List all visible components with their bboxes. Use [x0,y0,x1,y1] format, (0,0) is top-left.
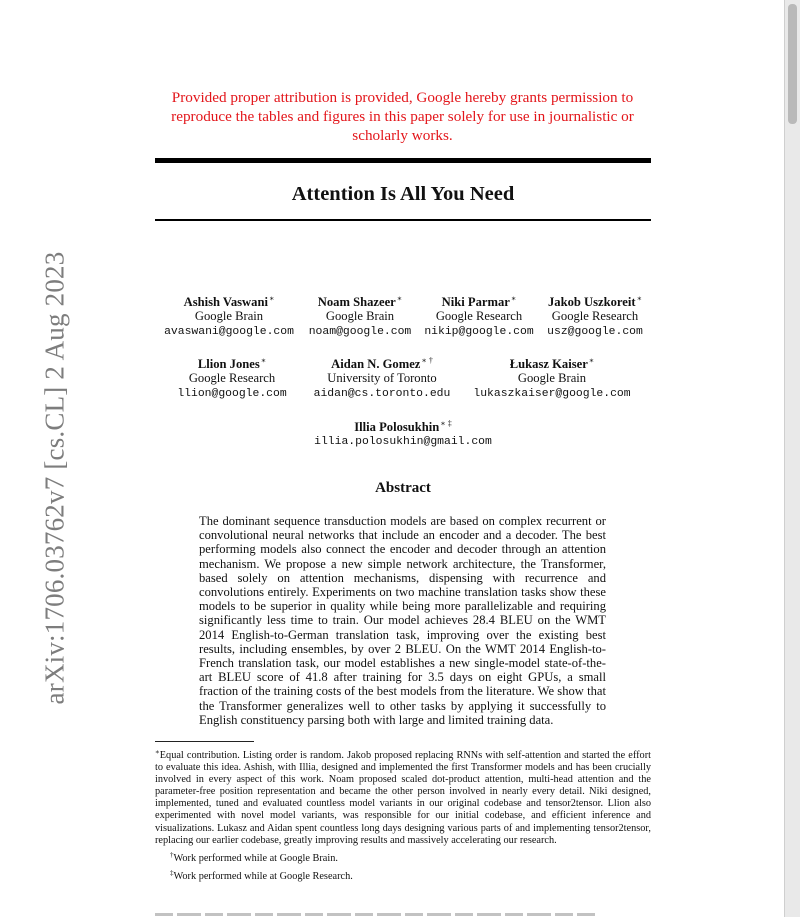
author-mark: ∗ [636,294,643,303]
author-mark: ∗ [260,356,267,365]
author-email: usz@google.com [547,325,643,338]
author-email: lukaszkaiser@google.com [473,387,631,400]
scrollbar-thumb[interactable] [788,4,797,124]
abstract-body: The dominant sequence transduction models are based on complex recurrent or convolutional neural networks that include an encoder and a decoder. The best performing models also connect the encoder and decoder through an attention mechanism. We propose a new simple network architecture, the Transformer, based solely on attention mechanisms, dispensing with recurrence and convolutions entirely. Experiments on two machine translation tasks show these models to be superior in quality while being more parallelizable and requiring significantly less time to train. Our model achieves 28.4 BLEU on the WMT 2014 English-to-German translation task, improving over the existing best results, including ensembles, by over 2 BLEU. On the WMT 2014 English-to-French translation task, our model establishes a new single-model state-of-the-art BLEU score of 41.8 after training for 3.5 days on eight GPUs, a small fraction of the training costs of the best models from the literature. We show that the Transformer generalizes well to other tasks by applying it successfully to English constituency parsing both with large and limited training data. [199,514,606,727]
footnote-rule [155,741,254,742]
author-block [314,354,451,401]
title-bottom-rule [155,219,651,221]
author-affiliation: Google Brain [325,309,395,324]
author-email: nikip@google.com [424,325,534,338]
paper-title: Attention Is All You Need [291,183,515,205]
author-mark: ∗ † [421,356,433,365]
abstract-heading: Abstract [375,480,431,496]
author-name: Illia Polosukhin∗ ‡ [354,419,452,434]
footnote-google-research: ‡Work performed while at Google Research. [170,868,353,882]
author-block [177,354,286,401]
author-block [309,292,412,339]
author-affiliation: Google Brain [194,309,264,324]
author-mark: ∗ ‡ [440,419,452,428]
author-name: Łukasz Kaiser∗ [509,356,595,371]
author-mark: ∗ [396,294,403,303]
author-block [424,292,533,339]
author-name: Ashish Vaswani∗ [183,294,275,309]
author-affiliation: University of Toronto [327,371,437,386]
footnote-google-brain: †Work performed while at Google Brain. [170,850,338,864]
footnote-equal-contribution: ∗Equal contribution. Listing order is random. Jakob proposed replacing RNNs with self-attention and started the effort to evaluate this idea. Ashish, with Illia, designed and implemented the first Transformer models and has been crucially involved in every aspect of this work. Noam proposed scaled dot-product attention, multi-head attention and the parameter-free position representation and became the other person involved in nearly every detail. Niki designed, implemented, tuned and evaluated countless model variants in our original codebase and tensor2tensor. Llion also experimented with novel model variants, was responsible for our initial codebase, and efficient inference and visualizations. Lukasz and Aidan spent countless long days designing various parts of and implementing tensor2tensor, replacing our earlier codebase, greatly improving results and massively accelerating our research. [155,748,651,846]
author-name: Noam Shazeer∗ [317,294,403,309]
footnote-mark: † [170,850,174,859]
author-mark: ∗ [510,294,517,303]
author-block [547,292,643,339]
author-name: Jakob Uszkoreit∗ [547,294,643,309]
author-mark: ∗ [588,356,595,365]
cut-off-footer [155,911,595,917]
author-name: Niki Parmar∗ [441,294,517,309]
author-block [164,292,294,339]
title-top-rule [155,158,651,163]
author-affiliation: Google Brain [517,371,587,386]
author-affiliation: Google Research [435,309,523,324]
author-block [473,354,630,401]
vertical-scrollbar[interactable] [784,0,800,917]
footnote-mark: ∗ [155,748,160,756]
footnote-mark: ‡ [170,868,174,877]
author-email: noam@google.com [308,325,412,338]
author-email: illia.polosukhin@gmail.com [314,436,492,449]
author-block [314,417,492,450]
author-email: llion@google.com [177,387,287,400]
permission-notice: Provided proper attribution is provided, Google hereby grants permission to reproduce the tables and figures in this paper solely for use in journalistic or scholarly works. [171,89,634,144]
footnotes [155,746,651,883]
author-affiliation: Google Research [188,371,276,386]
arxiv-stamp: arXiv:1706.03762v7 [cs.CL] 2 Aug 2023 [39,251,70,705]
author-email: avaswani@google.com [164,325,294,338]
author-affiliation: Google Research [551,309,639,324]
author-name: Llion Jones∗ [197,356,267,371]
author-name: Aidan N. Gomez∗ † [331,356,433,371]
author-email: aidan@cs.toronto.edu [313,387,451,400]
author-mark: ∗ [268,294,275,303]
